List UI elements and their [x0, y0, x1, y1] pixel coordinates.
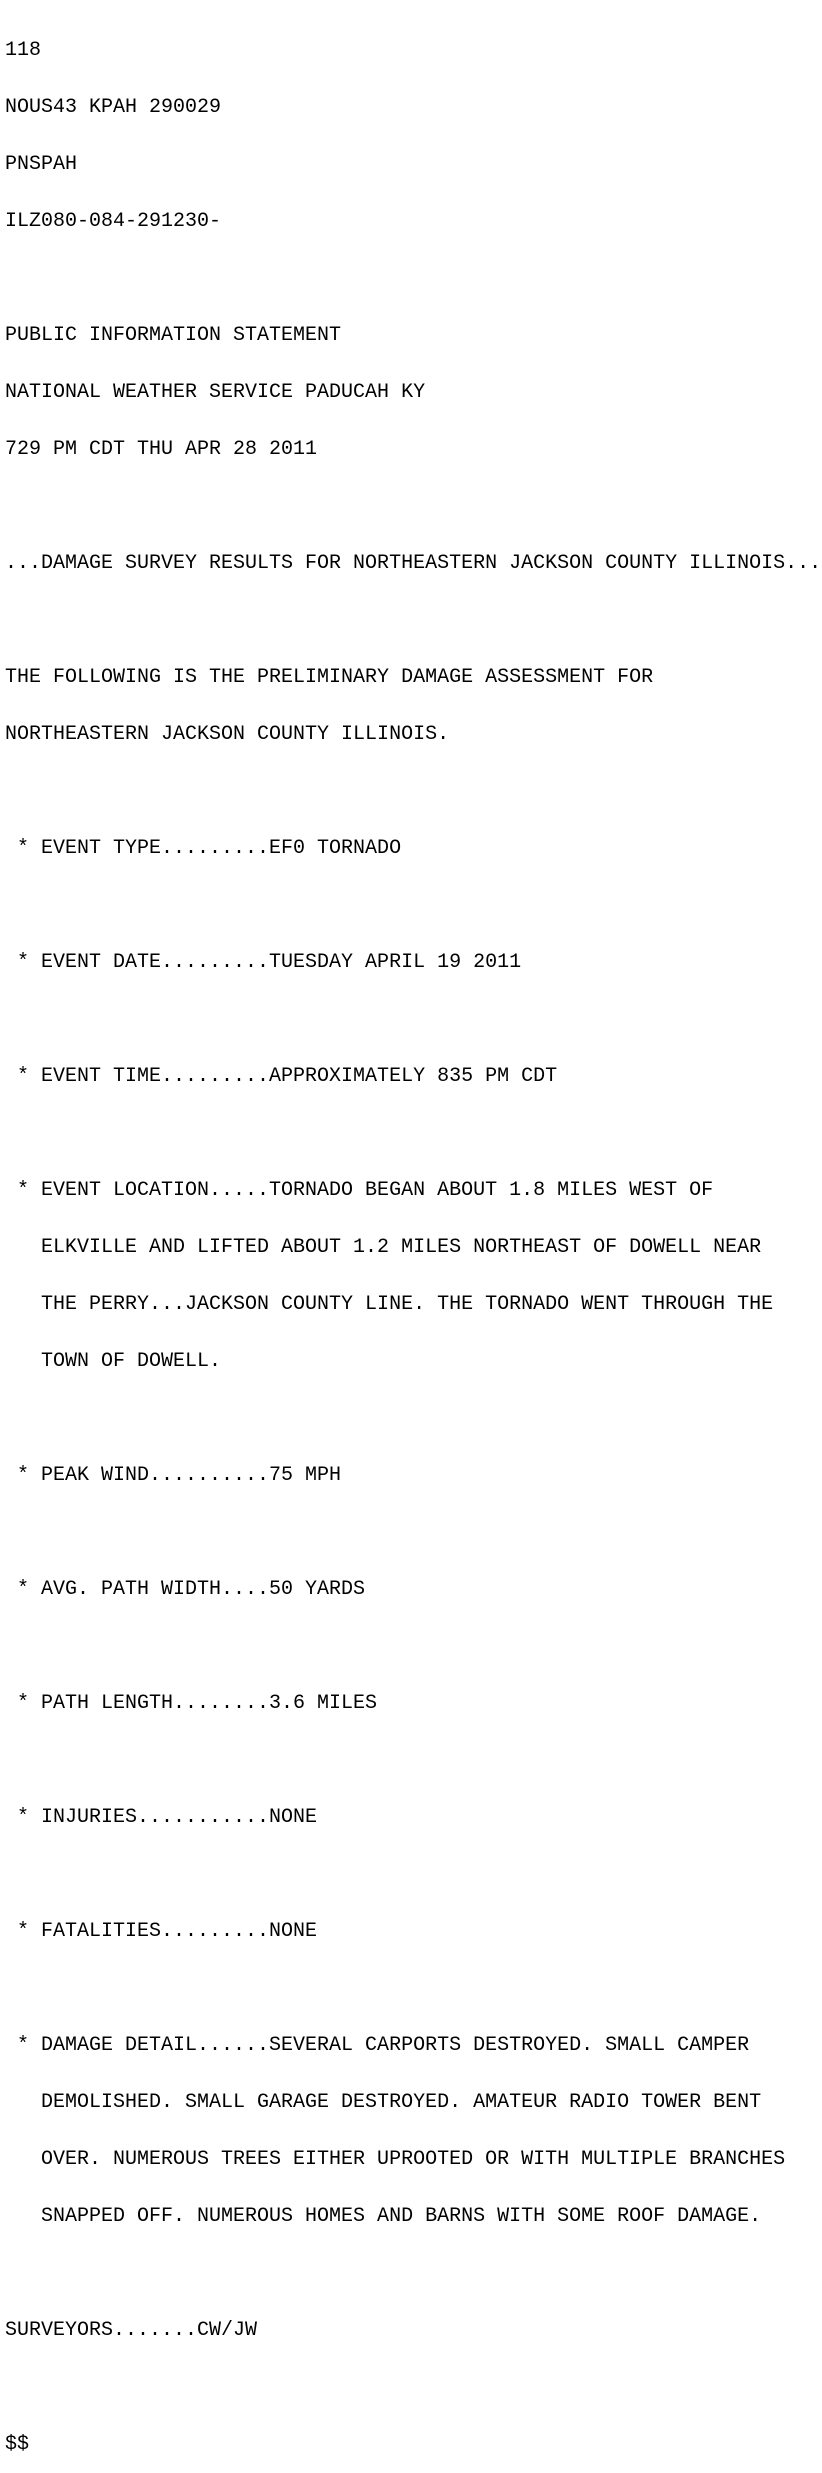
headline: ...DAMAGE SURVEY RESULTS FOR NORTHEASTERN JACKSON COUNTY ILLINOIS...	[5, 552, 822, 575]
event-location-continuation: THE PERRY...JACKSON COUNTY LINE. THE TORNADO WENT THROUGH THE	[5, 1293, 774, 1316]
sequence-number: 118	[5, 39, 42, 62]
intro-line: NORTHEASTERN JACKSON COUNTY ILLINOIS.	[5, 723, 450, 746]
intro-line: THE FOLLOWING IS THE PRELIMINARY DAMAGE ASSESSMENT FOR	[5, 666, 654, 689]
awips-id: PNSPAH	[5, 153, 78, 176]
blank-line	[5, 2264, 821, 2283]
peak-wind-item: * PEAK WIND..........75 MPH	[5, 1464, 342, 1487]
statement-title: PUBLIC INFORMATION STATEMENT	[5, 324, 342, 347]
blank-line	[5, 782, 821, 801]
issuing-office: NATIONAL WEATHER SERVICE PADUCAH KY	[5, 381, 426, 404]
surveyors-line: SURVEYORS.......CW/JW	[5, 2319, 258, 2342]
blank-line	[5, 1409, 821, 1428]
path-width-item: * AVG. PATH WIDTH....50 YARDS	[5, 1578, 366, 1601]
blank-line	[5, 2378, 821, 2397]
event-date-item: * EVENT DATE.........TUESDAY APRIL 19 2011	[5, 951, 522, 974]
blank-line	[5, 1979, 821, 1998]
fatalities-item: * FATALITIES.........NONE	[5, 1920, 318, 1943]
event-type-item: * EVENT TYPE.........EF0 TORNADO	[5, 837, 402, 860]
injuries-item: * INJURIES...........NONE	[5, 1806, 318, 1829]
damage-detail-item: * DAMAGE DETAIL......SEVERAL CARPORTS DESTROYED. SMALL CAMPER	[5, 2034, 750, 2057]
issue-time: 729 PM CDT THU APR 28 2011	[5, 438, 318, 461]
event-location-item: * EVENT LOCATION.....TORNADO BEGAN ABOUT 1.8 MILES WEST OF	[5, 1179, 714, 1202]
damage-detail-continuation: SNAPPED OFF. NUMEROUS HOMES AND BARNS WITH SOME ROOF DAMAGE.	[5, 2205, 762, 2228]
event-location-continuation: ELKVILLE AND LIFTED ABOUT 1.2 MILES NORTHEAST OF DOWELL NEAR	[5, 1236, 762, 1259]
damage-detail-continuation: DEMOLISHED. SMALL GARAGE DESTROYED. AMATEUR RADIO TOWER BENT	[5, 2091, 762, 2114]
zone-codes: ILZ080-084-291230-	[5, 210, 222, 233]
blank-line	[5, 1010, 821, 1029]
blank-line	[5, 1637, 821, 1656]
path-length-item: * PATH LENGTH........3.6 MILES	[5, 1692, 378, 1715]
damage-detail-continuation: OVER. NUMEROUS TREES EITHER UPROOTED OR WITH MULTIPLE BRANCHES	[5, 2148, 786, 2171]
end-marker: $$	[5, 2433, 30, 2456]
blank-line	[5, 1523, 821, 1542]
blank-line	[5, 1124, 821, 1143]
wmo-header: NOUS43 KPAH 290029	[5, 96, 222, 119]
blank-line	[5, 1865, 821, 1884]
public-information-statement	[5, 3, 821, 2473]
blank-line	[5, 497, 821, 516]
blank-line	[5, 269, 821, 288]
blank-line	[5, 1751, 821, 1770]
event-location-continuation: TOWN OF DOWELL.	[5, 1350, 222, 1373]
blank-line	[5, 896, 821, 915]
event-time-item: * EVENT TIME.........APPROXIMATELY 835 PM CDT	[5, 1065, 558, 1088]
blank-line	[5, 611, 821, 630]
